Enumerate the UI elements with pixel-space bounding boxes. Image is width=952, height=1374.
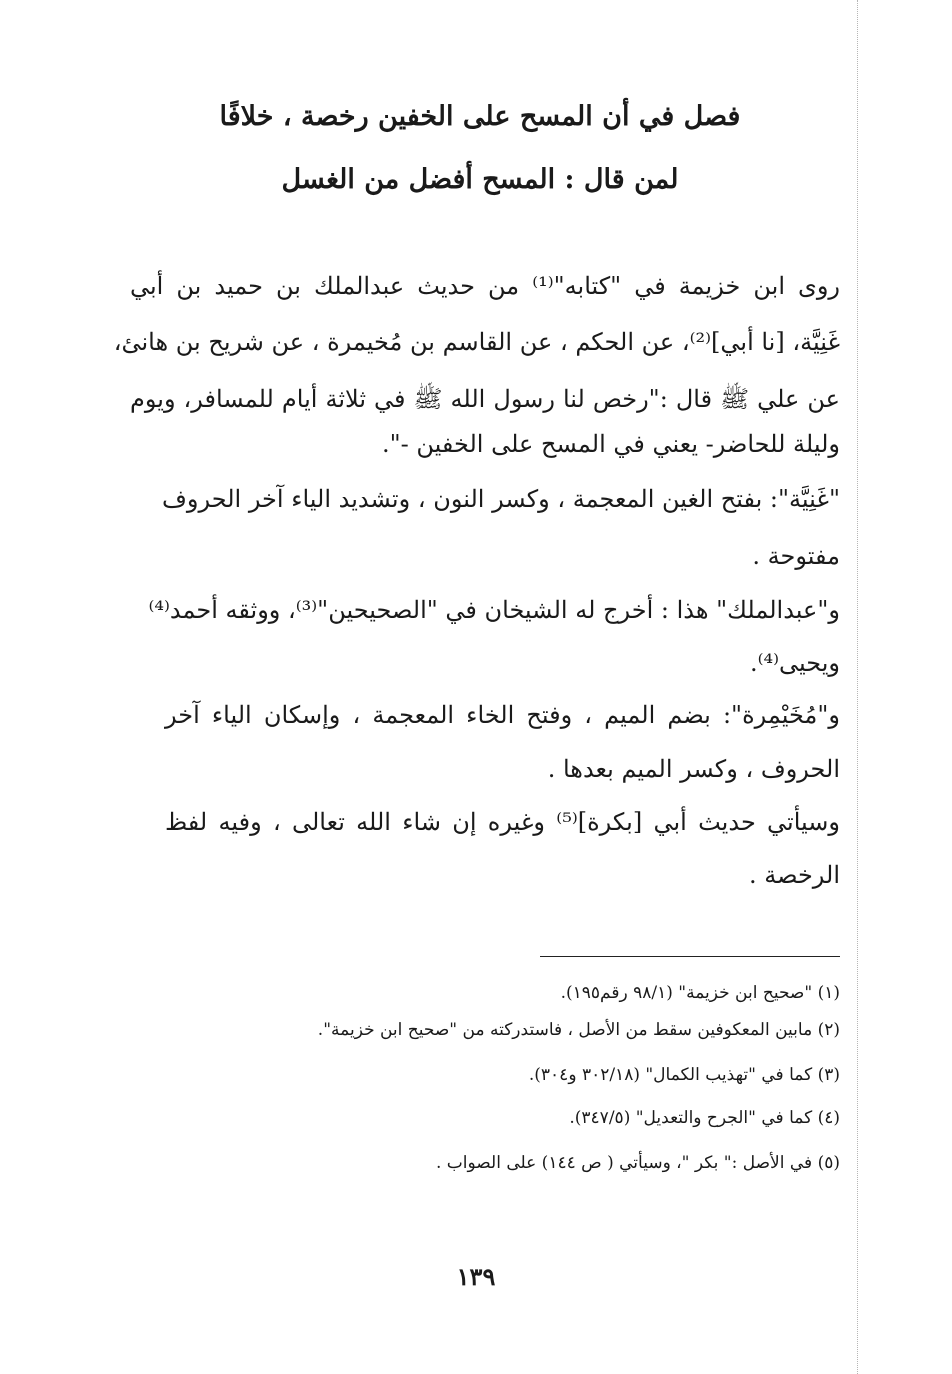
footnote-1: (١) "صحيح ابن خزيمة" (٩٨/١ رقم١٩٥).	[560, 983, 840, 1003]
body-line-12: الرخصة .	[749, 861, 840, 889]
footnote-2: (٢) مابين المعكوفين سقط من الأصل ، فاستدركته من "صحيح ابن خزيمة".	[317, 1020, 840, 1040]
body-line-10: الحروف ، وكسر الميم بعدها .	[547, 755, 840, 783]
footnote-4: (٤) كما في "الجرح والتعديل" (٣٤٧/٥).	[569, 1108, 840, 1128]
body-line-6: مفتوحة .	[752, 542, 840, 570]
body-line-3: عن علي ﷺ قال :"رخص لنا رسول الله ﷺ في ثلاثة أيام للمسافر، ويوم	[130, 385, 840, 413]
body-line-4: وليلة للحاضر- يعني في المسح على الخفين -".	[381, 430, 840, 458]
page-edge-line	[857, 0, 858, 1374]
body-line-7: و"عبدالملك" هذا : أخرج له الشيخان في "الصحيحين"⁽³⁾، ووثقه أحمد⁽⁴⁾	[148, 596, 840, 624]
footnote-5: (٥) في الأصل :" بكر "، وسيأتي ( ص ١٤٤) على الصواب .	[435, 1153, 840, 1173]
section-title-line-2: لمن قال : المسح أفضل من الغسل	[281, 164, 679, 195]
page-number: ١٣٩	[456, 1262, 496, 1291]
footnote-separator	[540, 956, 840, 957]
footnote-3: (٣) كما في "تهذيب الكمال" (٣٠٢/١٨ و٣٠٤).	[528, 1065, 840, 1085]
body-line-2: غَنِيَّة، [نا أبي]⁽²⁾، عن الحكم ، عن القاسم بن مُخيمرة ، عن شريح بن هانئ،	[113, 328, 840, 356]
body-line-8: ويحيى⁽⁴⁾.	[749, 649, 840, 677]
body-line-5: "غَنِيَّة": بفتح الغين المعجمة ، وكسر النون ، وتشديد الياء آخر الحروف	[162, 485, 840, 513]
body-line-11: وسيأتي حديث أبي [بكرة]⁽⁵⁾ وغيره إن شاء الله تعالى ، وفيه لفظ	[165, 808, 840, 836]
section-title-line-1: فصل في أن المسح على الخفين رخصة ، خلافًا	[219, 101, 741, 132]
body-line-1: روى ابن خزيمة في "كتابه"⁽¹⁾ من حديث عبدالملك بن حميد بن أبي	[130, 272, 841, 300]
body-line-9: و"مُخَيْمِرة": بضم الميم ، وفتح الخاء المعجمة ، وإسكان الياء آخر	[165, 701, 840, 729]
